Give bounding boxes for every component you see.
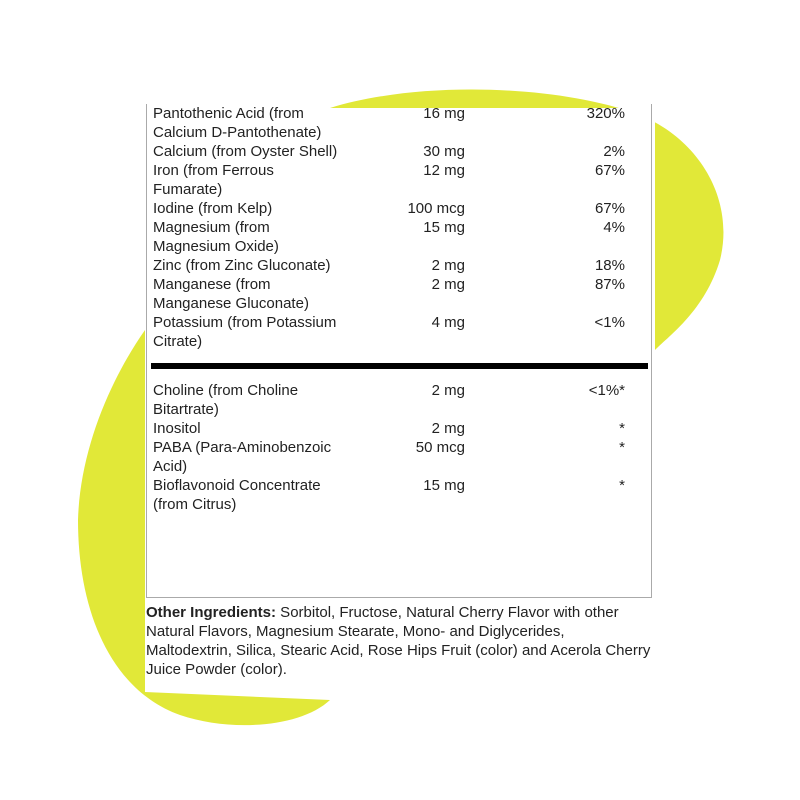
nutrient-amount: 16 mg: [423, 105, 465, 122]
other-ingredients-text: Sorbitol, Fructose, Natural Cherry Flavor with other Natural Flavors, Magnesium Stearate, Mono- and Diglycerides, Maltodextrin, Silica, Stearic Acid, Rose Hips Fruit (color) and Acerola Cherry Juice Powder (color).: [146, 604, 651, 678]
nutrient-name: Bioflavonoid Concentrate (from Citrus): [153, 477, 321, 513]
nutrient-amount: 4 mg: [431, 314, 465, 331]
nutrient-name: Iodine (from Kelp): [153, 200, 273, 217]
nutrient-row: [147, 142, 651, 161]
nutrient-amount: 100 mcg: [407, 200, 465, 217]
nutrient-daily-value: 87%: [594, 276, 625, 293]
nutrient-row: [147, 199, 651, 218]
nutrient-row: [147, 161, 651, 199]
nutrient-daily-value: *: [619, 477, 625, 494]
thick-divider: [151, 363, 648, 369]
nutrient-amount: 2 mg: [431, 420, 465, 437]
nutrient-row: [147, 104, 651, 142]
nutrient-name: PABA (Para-Aminobenzoic Acid): [153, 439, 332, 475]
nutrient-daily-value: *: [619, 420, 625, 437]
nutrient-daily-value: <1%*: [588, 382, 625, 399]
nutrient-row: [147, 313, 651, 351]
nutrient-row: [147, 419, 651, 438]
nutrient-row: [147, 256, 651, 275]
nutrient-amount: 15 mg: [423, 219, 465, 236]
nutrient-daily-value: <1%: [594, 314, 625, 331]
nutrient-daily-value: 67%: [594, 162, 625, 179]
nutrient-name: Choline (from Choline Bitartrate): [153, 382, 299, 418]
nutrient-amount: 2 mg: [431, 257, 465, 274]
nutrient-row: [147, 381, 651, 419]
nutrient-name: Manganese (from Manganese Gluconate): [153, 276, 309, 312]
nutrient-daily-value: 2%: [603, 143, 625, 160]
nutrient-name: Inositol: [153, 420, 201, 437]
nutrient-row: [147, 275, 651, 313]
nutrient-amount: 2 mg: [431, 276, 465, 293]
nutrient-amount: 30 mg: [423, 143, 465, 160]
nutrient-daily-value: 18%: [594, 257, 625, 274]
nutrient-name: Potassium (from Potassium Citrate): [153, 314, 337, 350]
supplement-facts-panel: [145, 105, 655, 692]
nutrient-name: Zinc (from Zinc Gluconate): [153, 257, 331, 274]
nutrient-daily-value: *: [619, 439, 625, 456]
nutrient-amount: 12 mg: [423, 162, 465, 179]
nutrient-name: Calcium (from Oyster Shell): [153, 143, 338, 160]
nutrient-daily-value: 67%: [594, 200, 625, 217]
nutrient-daily-value: 320%: [586, 105, 625, 122]
other-ingredients: [146, 603, 651, 679]
other-ingredients-label: Other Ingredients:: [146, 604, 277, 621]
nutrient-name: Iron (from Ferrous Fumarate): [153, 162, 274, 198]
nutrient-row: [147, 218, 651, 256]
nutrient-daily-value: 4%: [603, 219, 625, 236]
nutrient-row: [147, 476, 651, 514]
nutrient-name: Pantothenic Acid (from Calcium D-Pantothenate): [153, 105, 322, 141]
nutrient-amount: 2 mg: [431, 382, 465, 399]
nutrient-amount: 50 mcg: [415, 439, 465, 456]
nutrient-row: [147, 438, 651, 476]
nutrient-amount: 15 mg: [423, 477, 465, 494]
nutrient-table: [146, 104, 652, 598]
nutrient-name: Magnesium (from Magnesium Oxide): [153, 219, 279, 255]
